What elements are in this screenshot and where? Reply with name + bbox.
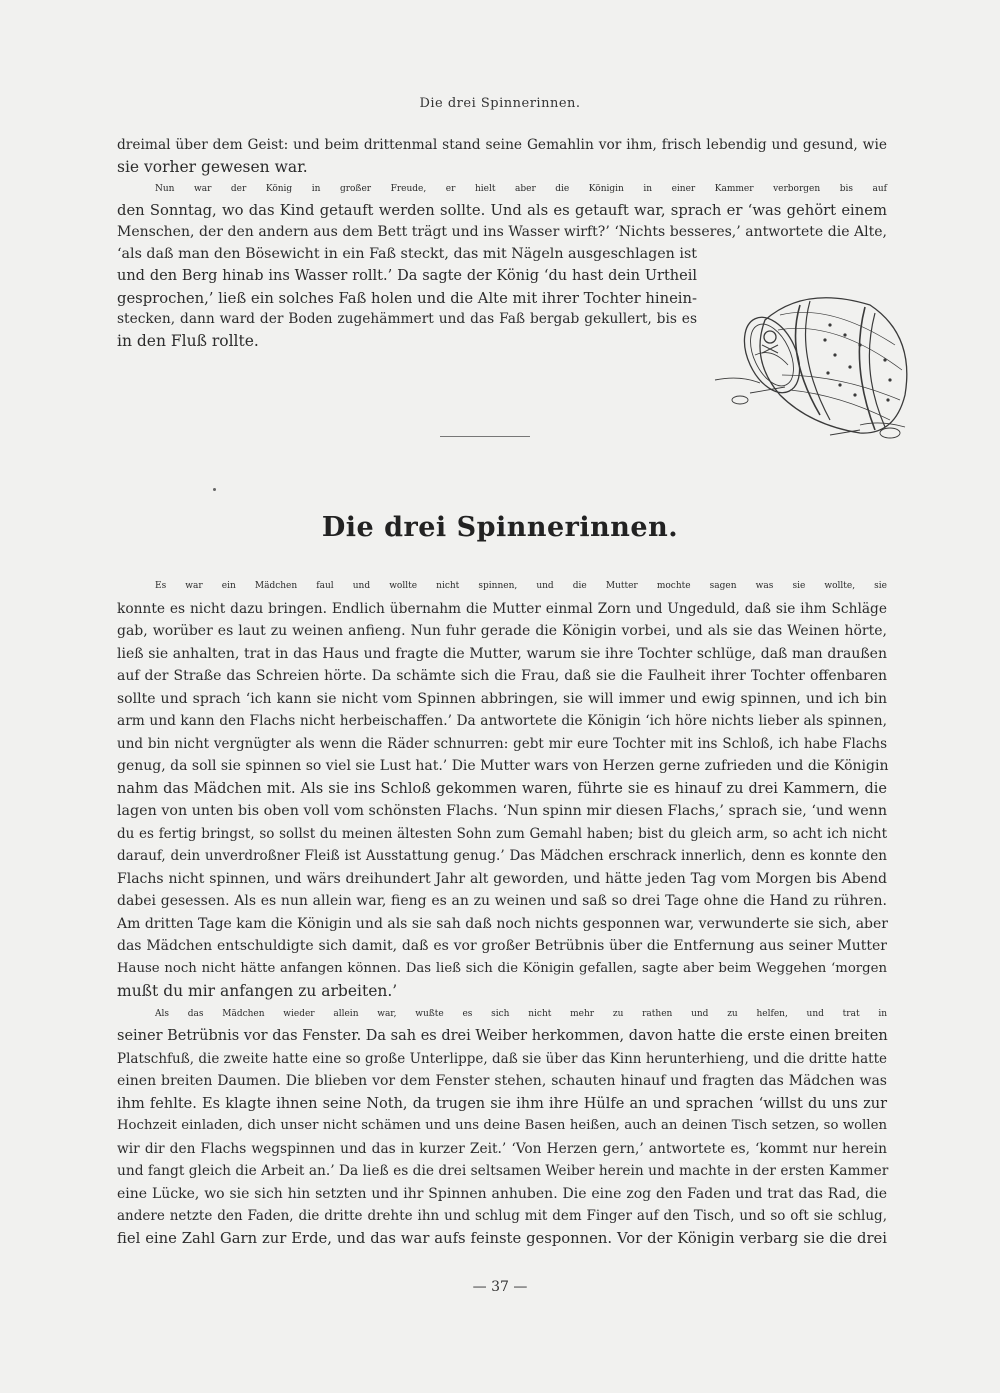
text-line: wir dir den Flachs wegspinnen und das in kurzer Zeit.’ ‘Von Herzen gern,’ antwortete es, ‘kommt nur herein	[117, 1140, 887, 1157]
text-line: das Mädchen entschuldigte sich damit, daß es vor großer Betrübnis über die Entfernung aus seiner Mutter	[117, 938, 887, 954]
text-line: Als das Mädchen wieder allein war, wußte es sich nicht mehr zu rathen und zu helfen, und trat in	[155, 1008, 887, 1019]
text-line: arm und kann den Flachs nicht herbeischaffen.’ Da antwortete die Königin ‘ich höre nichts lieber als spinnen,	[117, 713, 887, 729]
print-speck	[213, 488, 216, 491]
barrel-illustration	[710, 275, 910, 445]
running-head: Die drei Spinnerinnen.	[419, 96, 581, 111]
story-body	[117, 575, 887, 1250]
text-line: Platschfuß, die zweite hatte eine so große Unterlippe, daß sie über das Kinn herunterhieng, und die dritte hatte	[117, 1050, 887, 1067]
text-line: den Sonntag, wo das Kind getauft werden sollte. Und als es getauft war, sprach er ‘was gehört einem	[117, 202, 887, 220]
text-line: mußt du mir anfangen zu arbeiten.’	[117, 982, 398, 1000]
text-line: konnte es nicht dazu bringen. Endlich übernahm die Mutter einmal Zorn und Ungeduld, daß sie ihm Schläge	[117, 600, 887, 617]
text-line: fiel eine Zahl Garn zur Erde, und das war aufs feinste gesponnen. Vor der Königin verbarg sie die drei	[117, 1229, 887, 1247]
text-line: sie vorher gewesen war.	[117, 157, 308, 176]
text-line: genug, da soll sie spinnen so viel sie Lust hat.’ Die Mutter wars von Herzen gerne zufrieden und die Königin	[117, 758, 889, 774]
text-line: Hause noch nicht hätte anfangen können. Das ließ sich die Königin gefallen, sagte aber beim Weggehen ‘morgen	[117, 960, 887, 976]
story-title: Die drei Spinnerinnen.	[321, 512, 679, 543]
text-line: dreimal über dem Geist: und beim drittenmal stand seine Gemahlin vor ihm, frisch lebendig und gesund, wie	[117, 137, 887, 153]
text-line: seiner Betrübnis vor das Fenster. Da sah es drei Weiber herkommen, davon hatte die erste einen breiten	[117, 1028, 888, 1044]
text-line: und den Berg hinab ins Wasser rollt.’ Da sagte der König ‘du hast dein Urtheil	[117, 267, 697, 284]
text-line: einen breiten Daumen. Die blieben vor dem Fenster stehen, schauten hinauf und fragten das Mädchen was	[117, 1073, 887, 1089]
text-line: Nun war der König in großer Freude, er hielt aber die Königin in einer Kammer verborgen bis auf	[155, 183, 887, 194]
page-number: — 37 —	[472, 1279, 528, 1295]
text-line: gab, worüber es laut zu weinen anfieng. Nun fuhr gerade die Königin vorbei, und als sie das Weinen hörte,	[117, 623, 887, 639]
text-line: stecken, dann ward der Boden zugehämmert und das Faß bergab gekullert, bis es	[117, 311, 697, 328]
text-line: ihm fehlte. Es klagte ihnen seine Noth, da trugen sie ihm ihre Hülfe an und sprachen ‘willst du uns zur	[117, 1095, 887, 1112]
text-line: dabei gesessen. Als es nun allein war, fieng es an zu weinen und saß so drei Tage ohne die Hand zu rühren.	[117, 893, 887, 909]
text-line: Hochzeit einladen, dich unser nicht schämen und uns deine Basen heißen, auch an deinen Tisch setzen, so wollen	[117, 1118, 887, 1133]
text-line: andere netzte den Faden, die dritte drehte ihn und schlug mit dem Finger auf den Tisch, und so oft sie schlug,	[117, 1208, 887, 1224]
text-line: ließ sie anhalten, trat in das Haus und fragte die Mutter, warum sie ihre Tochter schlüge, daß man draußen	[117, 645, 887, 662]
text-line: Am dritten Tage kam die Königin und als sie sah daß noch nichts gesponnen war, verwunderte sie sich, aber	[117, 915, 888, 932]
text-line: und fangt gleich die Arbeit an.’ Da ließ es die drei seltsamen Weiber herein und machte in der ersten Kammer	[117, 1163, 889, 1179]
text-line: Es war ein Mädchen faul und wollte nicht spinnen, und die Mutter mochte sagen was sie wollte, sie	[155, 581, 887, 591]
text-line: gesprochen,’ ließ ein solches Faß holen und die Alte mit ihrer Tochter hinein-	[117, 289, 697, 307]
text-line: nahm das Mädchen mit. Als sie ins Schloß gekommen waren, führte sie es hinauf zu drei Kammern, die	[117, 780, 887, 797]
text-line: lagen von unten bis oben voll vom schönsten Flachs. ‘Nun spinn mir diesen Flachs,’ sprach sie, ‘und wenn	[117, 803, 887, 819]
text-line: darauf, dein unverdroßner Fleiß ist Ausstattung genug.’ Das Mädchen erschrack innerlich, denn es konnte den	[117, 848, 887, 864]
section-divider	[440, 436, 530, 437]
text-line: eine Lücke, wo sie sich hin setzten und ihr Spinnen anhuben. Die eine zog den Faden und trat das Rad, die	[117, 1185, 887, 1202]
text-line: und bin nicht vergnügter als wenn die Räder schnurren: gebt mir eure Tochter mit ins Schloß, ich habe Flachs	[117, 735, 887, 752]
text-line: Flachs nicht spinnen, und wärs dreihundert Jahr alt geworden, und hätte jeden Tag vom Morgen bis Abend	[117, 870, 887, 887]
text-line: ‘als daß man den Bösewicht in ein Faß steckt, das mit Nägeln ausgeschlagen ist	[117, 245, 697, 262]
text-line: sollte und sprach ‘ich kann sie nicht vom Spinnen abbringen, sie will immer und ewig spinnen, und ich bin	[117, 690, 887, 707]
text-line: du es fertig bringst, so sollst du meinen ältesten Sohn zum Gemahl haben; bist du gleich arm, so acht ich nicht	[117, 825, 887, 842]
text-line: Menschen, der den andern aus dem Bett trägt und ins Wasser wirft?’ ‘Nichts besseres,’ antwortete die Alte,	[117, 224, 887, 241]
text-line: auf der Straße das Schreien hörte. Da schämte sich die Frau, daß sie die Faulheit ihrer Tochter offenbaren	[117, 668, 887, 684]
text-line: in den Fluß rollte.	[117, 332, 259, 351]
